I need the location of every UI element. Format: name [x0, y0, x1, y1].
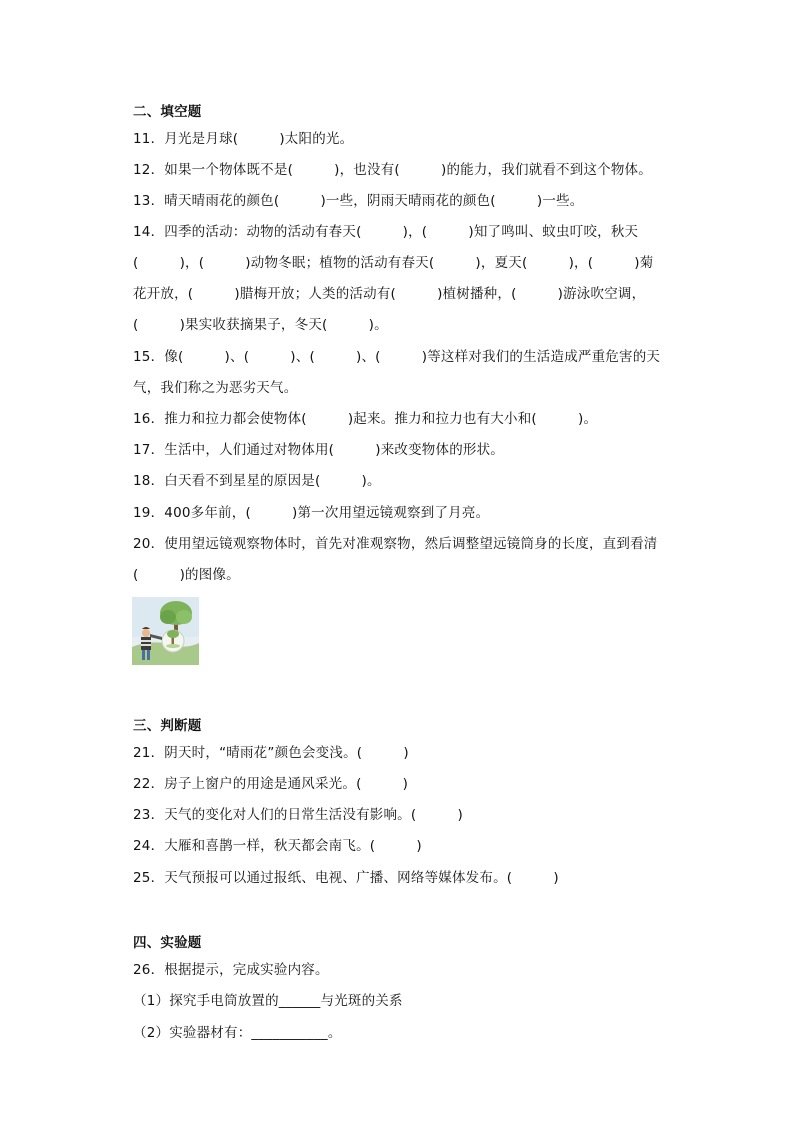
question-13: 13．晴天晴雨花的颜色( )一些，阴雨天晴雨花的颜色( )一些。 — [133, 193, 584, 209]
question-16: 16．推力和拉力都会使物体( )起来。推力和拉力也有大小和( )。 — [133, 411, 598, 427]
telescope-observation-illustration — [132, 597, 199, 665]
question-26: 26．根据提示，完成实验内容。 — [133, 962, 329, 978]
question-26-part-2: （2）实验器材有：___________。 — [133, 1025, 342, 1041]
question-23: 23．天气的变化对人们的日常生活没有影响。( ) — [133, 807, 463, 823]
question-19: 19．400多年前，( )第一次用望远镜观察到了月亮。 — [133, 505, 490, 521]
question-14-line-4: ( )果实收获摘果子，冬天( )。 — [133, 317, 388, 333]
question-20-line-1: 20．使用望远镜观察物体时，首先对准观察物，然后调整望远镜筒身的长度，直到看清 — [133, 536, 658, 552]
question-24: 24．大雁和喜鹊一样，秋天都会南飞。( ) — [133, 838, 422, 854]
illustration-icon — [132, 597, 199, 665]
question-14-line-3: 花开放，( )腊梅开放；人类的活动有( )植树播种，( )游泳吹空调， — [133, 286, 646, 302]
question-20-line-2: ( )的图像。 — [133, 567, 240, 583]
question-11: 11．月光是月球( )太阳的光。 — [133, 131, 354, 147]
question-15-line-2: 气，我们称之为恶劣天气。 — [133, 380, 298, 396]
question-25: 25．天气预报可以通过报纸、电视、广播、网络等媒体发布。( ) — [133, 870, 559, 886]
question-18: 18．白天看不到星星的原因是( )。 — [133, 473, 381, 489]
question-22: 22．房子上窗户的用途是通风采光。( ) — [133, 776, 409, 792]
question-26-part-1: （1）探究手电筒放置的______与光斑的关系 — [133, 993, 403, 1009]
section-heading-true-false: 三、判断题 — [133, 718, 202, 734]
question-14-line-1: 14．四季的活动：动物的活动有春天( )，( )知了鸣叫、蚊虫叮咬，秋天 — [133, 224, 639, 240]
question-14-line-2: ( )，( )动物冬眠；植物的活动有春天( )，夏天( )，( )菊 — [133, 255, 654, 271]
question-21: 21．阴天时，“晴雨花”颜色会变浅。( ) — [133, 745, 409, 761]
question-17: 17．生活中，人们通过对物体用( )来改变物体的形状。 — [133, 442, 505, 458]
section-heading-experiment: 四、实验题 — [133, 935, 202, 951]
question-15-line-1: 15．像( )、( )、( )、( )等这样对我们的生活造成严重危害的天 — [133, 349, 661, 365]
question-12: 12．如果一个物体既不是( )，也没有( )的能力，我们就看不到这个物体。 — [133, 162, 652, 178]
section-heading-fill-blank: 二、填空题 — [133, 104, 202, 120]
